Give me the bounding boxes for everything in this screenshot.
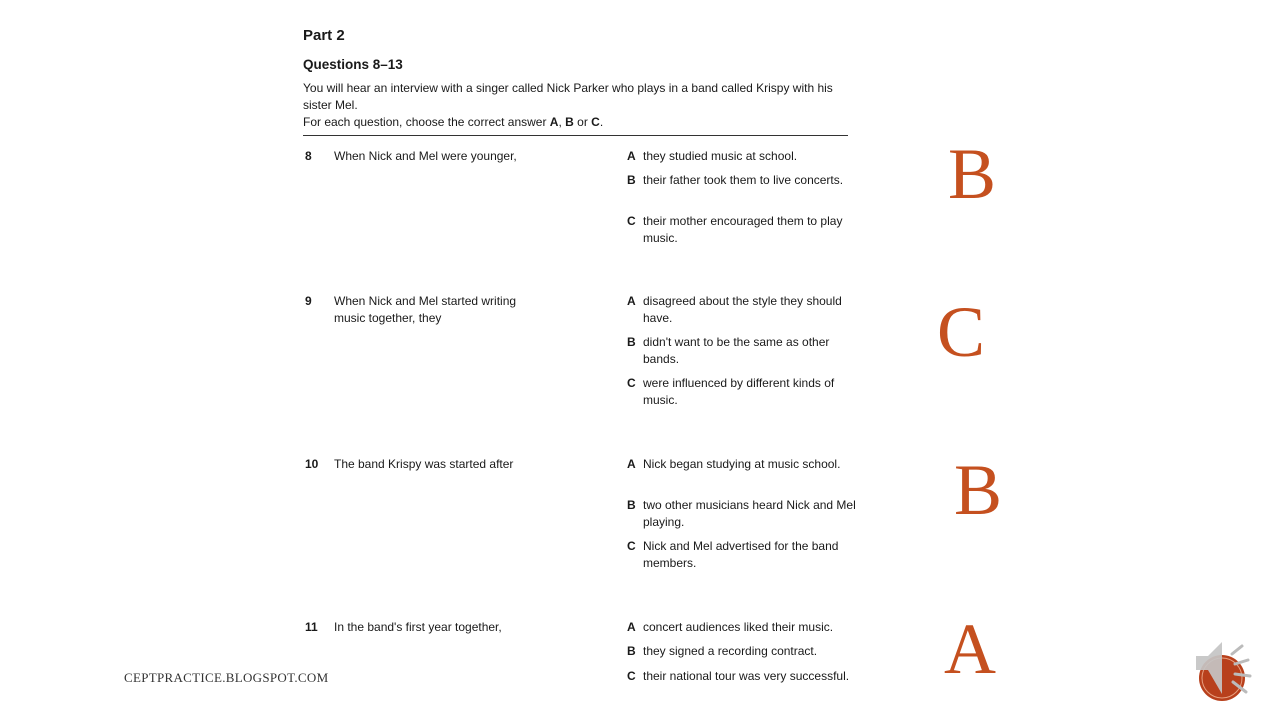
option-c[interactable]: [627, 213, 857, 247]
option-text: disagreed about the style they should have.: [643, 294, 842, 325]
question-number: 8: [305, 149, 312, 163]
footer-url: CEPTPRACTICE.BLOGSPOT.COM: [124, 670, 329, 685]
option-letter: A: [627, 457, 636, 471]
option-text: two other musicians heard Nick and Mel playing.: [643, 498, 856, 529]
option-letter: A: [627, 294, 636, 308]
option-letter: C: [627, 214, 636, 228]
option-c[interactable]: [627, 668, 857, 685]
question-number: 11: [305, 620, 318, 634]
answer-letter: A: [944, 609, 996, 689]
option-text: Nick began studying at music school.: [643, 457, 841, 471]
question-text: When Nick and Mel started writing music together, they: [334, 294, 517, 325]
option-letter: B: [627, 644, 636, 658]
intro-text: You will hear an interview with a singer called Nick Parker who plays in a band called Krispy with his sister Mel.: [303, 81, 833, 112]
option-text: were influenced by different kinds of music.: [643, 376, 835, 407]
option-letter: B: [627, 173, 636, 187]
answer-letter: B: [948, 134, 997, 214]
sep: .: [599, 115, 604, 129]
answer-letter: C: [937, 292, 986, 372]
questions-range: Questions 8–13: [303, 57, 403, 72]
question-text: In the band's first year together,: [334, 620, 502, 634]
option-b[interactable]: [627, 334, 857, 368]
option-b[interactable]: [627, 643, 857, 660]
option-letter: C: [627, 539, 636, 553]
instruction-text: For each question, choose the correct answer: [303, 115, 550, 129]
option-a[interactable]: [627, 148, 857, 165]
option-a[interactable]: [627, 619, 857, 636]
option-text: their national tour was very successful.: [643, 669, 850, 683]
divider: [303, 135, 848, 136]
option-text: concert audiences liked their music.: [643, 620, 834, 634]
option-letter: C: [627, 669, 636, 683]
option-c[interactable]: [627, 538, 857, 572]
option-a[interactable]: [627, 456, 857, 473]
letter-a: A: [549, 115, 559, 129]
option-text: their mother encouraged them to play music.: [643, 214, 843, 245]
letter-b: B: [565, 115, 574, 129]
speaker-icon[interactable]: [1192, 634, 1258, 704]
question-text: When Nick and Mel were younger,: [334, 149, 517, 163]
part-title: Part 2: [303, 27, 345, 44]
intro-instruction: [303, 114, 863, 131]
question-text: The band Krispy was started after: [334, 457, 514, 471]
option-text: they signed a recording contract.: [643, 644, 818, 658]
option-text: they studied music at school.: [643, 149, 798, 163]
option-a[interactable]: [627, 293, 857, 327]
option-b[interactable]: [627, 497, 857, 531]
letter-c: C: [591, 115, 600, 129]
answer-letter: B: [954, 450, 1003, 530]
option-letter: B: [627, 498, 636, 512]
option-letter: C: [627, 376, 636, 390]
option-b[interactable]: [627, 172, 857, 189]
option-c[interactable]: [627, 375, 857, 409]
option-text: their father took them to live concerts.: [643, 173, 844, 187]
option-text: Nick and Mel advertised for the band members.: [643, 539, 839, 570]
sep: ,: [558, 115, 566, 129]
option-letter: B: [627, 335, 636, 349]
sep: or: [573, 115, 592, 129]
question-number: 10: [305, 457, 319, 471]
question-number: 9: [305, 294, 312, 308]
instructions: [303, 80, 863, 131]
option-text: didn't want to be the same as other bands.: [643, 335, 830, 366]
option-letter: A: [627, 620, 636, 634]
option-letter: A: [627, 149, 636, 163]
